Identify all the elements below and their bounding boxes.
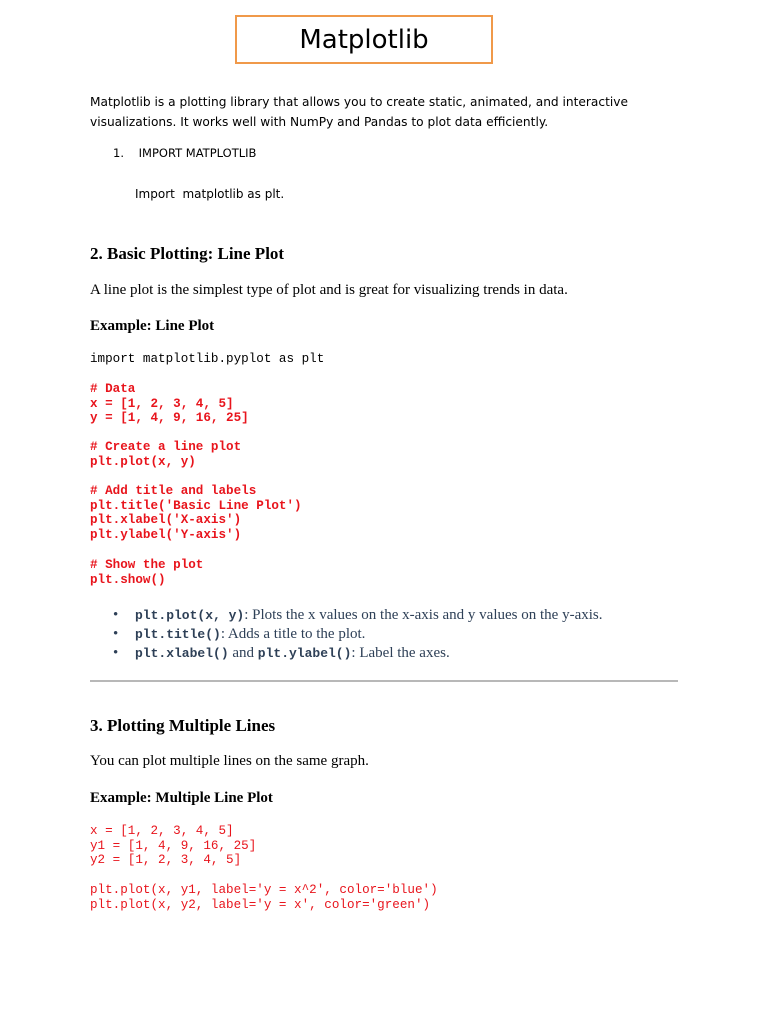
section3-heading: 3. Plotting Multiple Lines: [90, 716, 276, 735]
document-title: Matplotlib: [235, 15, 493, 64]
code-multi-data: x = [1, 2, 3, 4, 5] y1 = [1, 4, 9, 16, 25] y2 = [1, 2, 3, 4, 5]: [90, 824, 257, 868]
bullet-text: : Label the axes.: [351, 645, 450, 661]
bullet-text: : Plots the x values on the x-axis and y values on the y-axis.: [244, 607, 603, 623]
code-show: # Show the plot plt.show(): [90, 558, 204, 587]
intro-paragraph: Matplotlib is a plotting library that allows you to create static, animated, and interactive visualizations. It works well with NumPy and Pandas to plot data efficiently.: [90, 95, 628, 129]
list-item: [113, 606, 603, 625]
section1-heading: IMPORT MATPLOTLIB: [138, 146, 257, 160]
bullet-connector: and: [228, 645, 258, 661]
bullet-icon: •: [113, 607, 119, 623]
section2-example-heading: Example: Line Plot: [90, 318, 215, 334]
code-data: # Data x = [1, 2, 3, 4, 5] y = [1, 4, 9, 16, 25]: [90, 382, 249, 426]
section3-example-heading: Example: Multiple Line Plot: [90, 790, 273, 806]
section2-heading: 2. Basic Plotting: Line Plot: [90, 244, 285, 263]
list-number: 1.: [113, 146, 124, 160]
bullet-icon: •: [113, 645, 119, 661]
horizontal-rule: [90, 680, 678, 682]
explanation-list: [113, 606, 603, 663]
bullet-icon: •: [113, 626, 119, 642]
code-import: import matplotlib.pyplot as plt: [90, 352, 325, 366]
inline-code: plt.title(): [135, 627, 221, 642]
list-item: [113, 644, 603, 663]
inline-code: plt.ylabel(): [257, 646, 352, 661]
section2-description: A line plot is the simplest type of plot and is great for visualizing trends in data.: [90, 282, 568, 298]
section3-description: You can plot multiple lines on the same graph.: [90, 753, 369, 769]
code-multi-plot: plt.plot(x, y1, label='y = x^2', color='blue') plt.plot(x, y2, label='y = x', color='green'): [90, 883, 438, 912]
import-instruction: Import matplotlib as plt.: [135, 187, 285, 201]
inline-code: plt.plot(x, y): [135, 608, 245, 623]
code-create-plot: # Create a line plot plt.plot(x, y): [90, 440, 242, 469]
code-labels: # Add title and labels plt.title('Basic Line Plot') plt.xlabel('X-axis') plt.ylabel('Y-axis'): [90, 484, 302, 543]
list-item: [113, 625, 603, 644]
inline-code: plt.xlabel(): [135, 646, 229, 661]
section1-list-item: [113, 146, 256, 160]
bullet-text: : Adds a title to the plot.: [220, 626, 366, 642]
